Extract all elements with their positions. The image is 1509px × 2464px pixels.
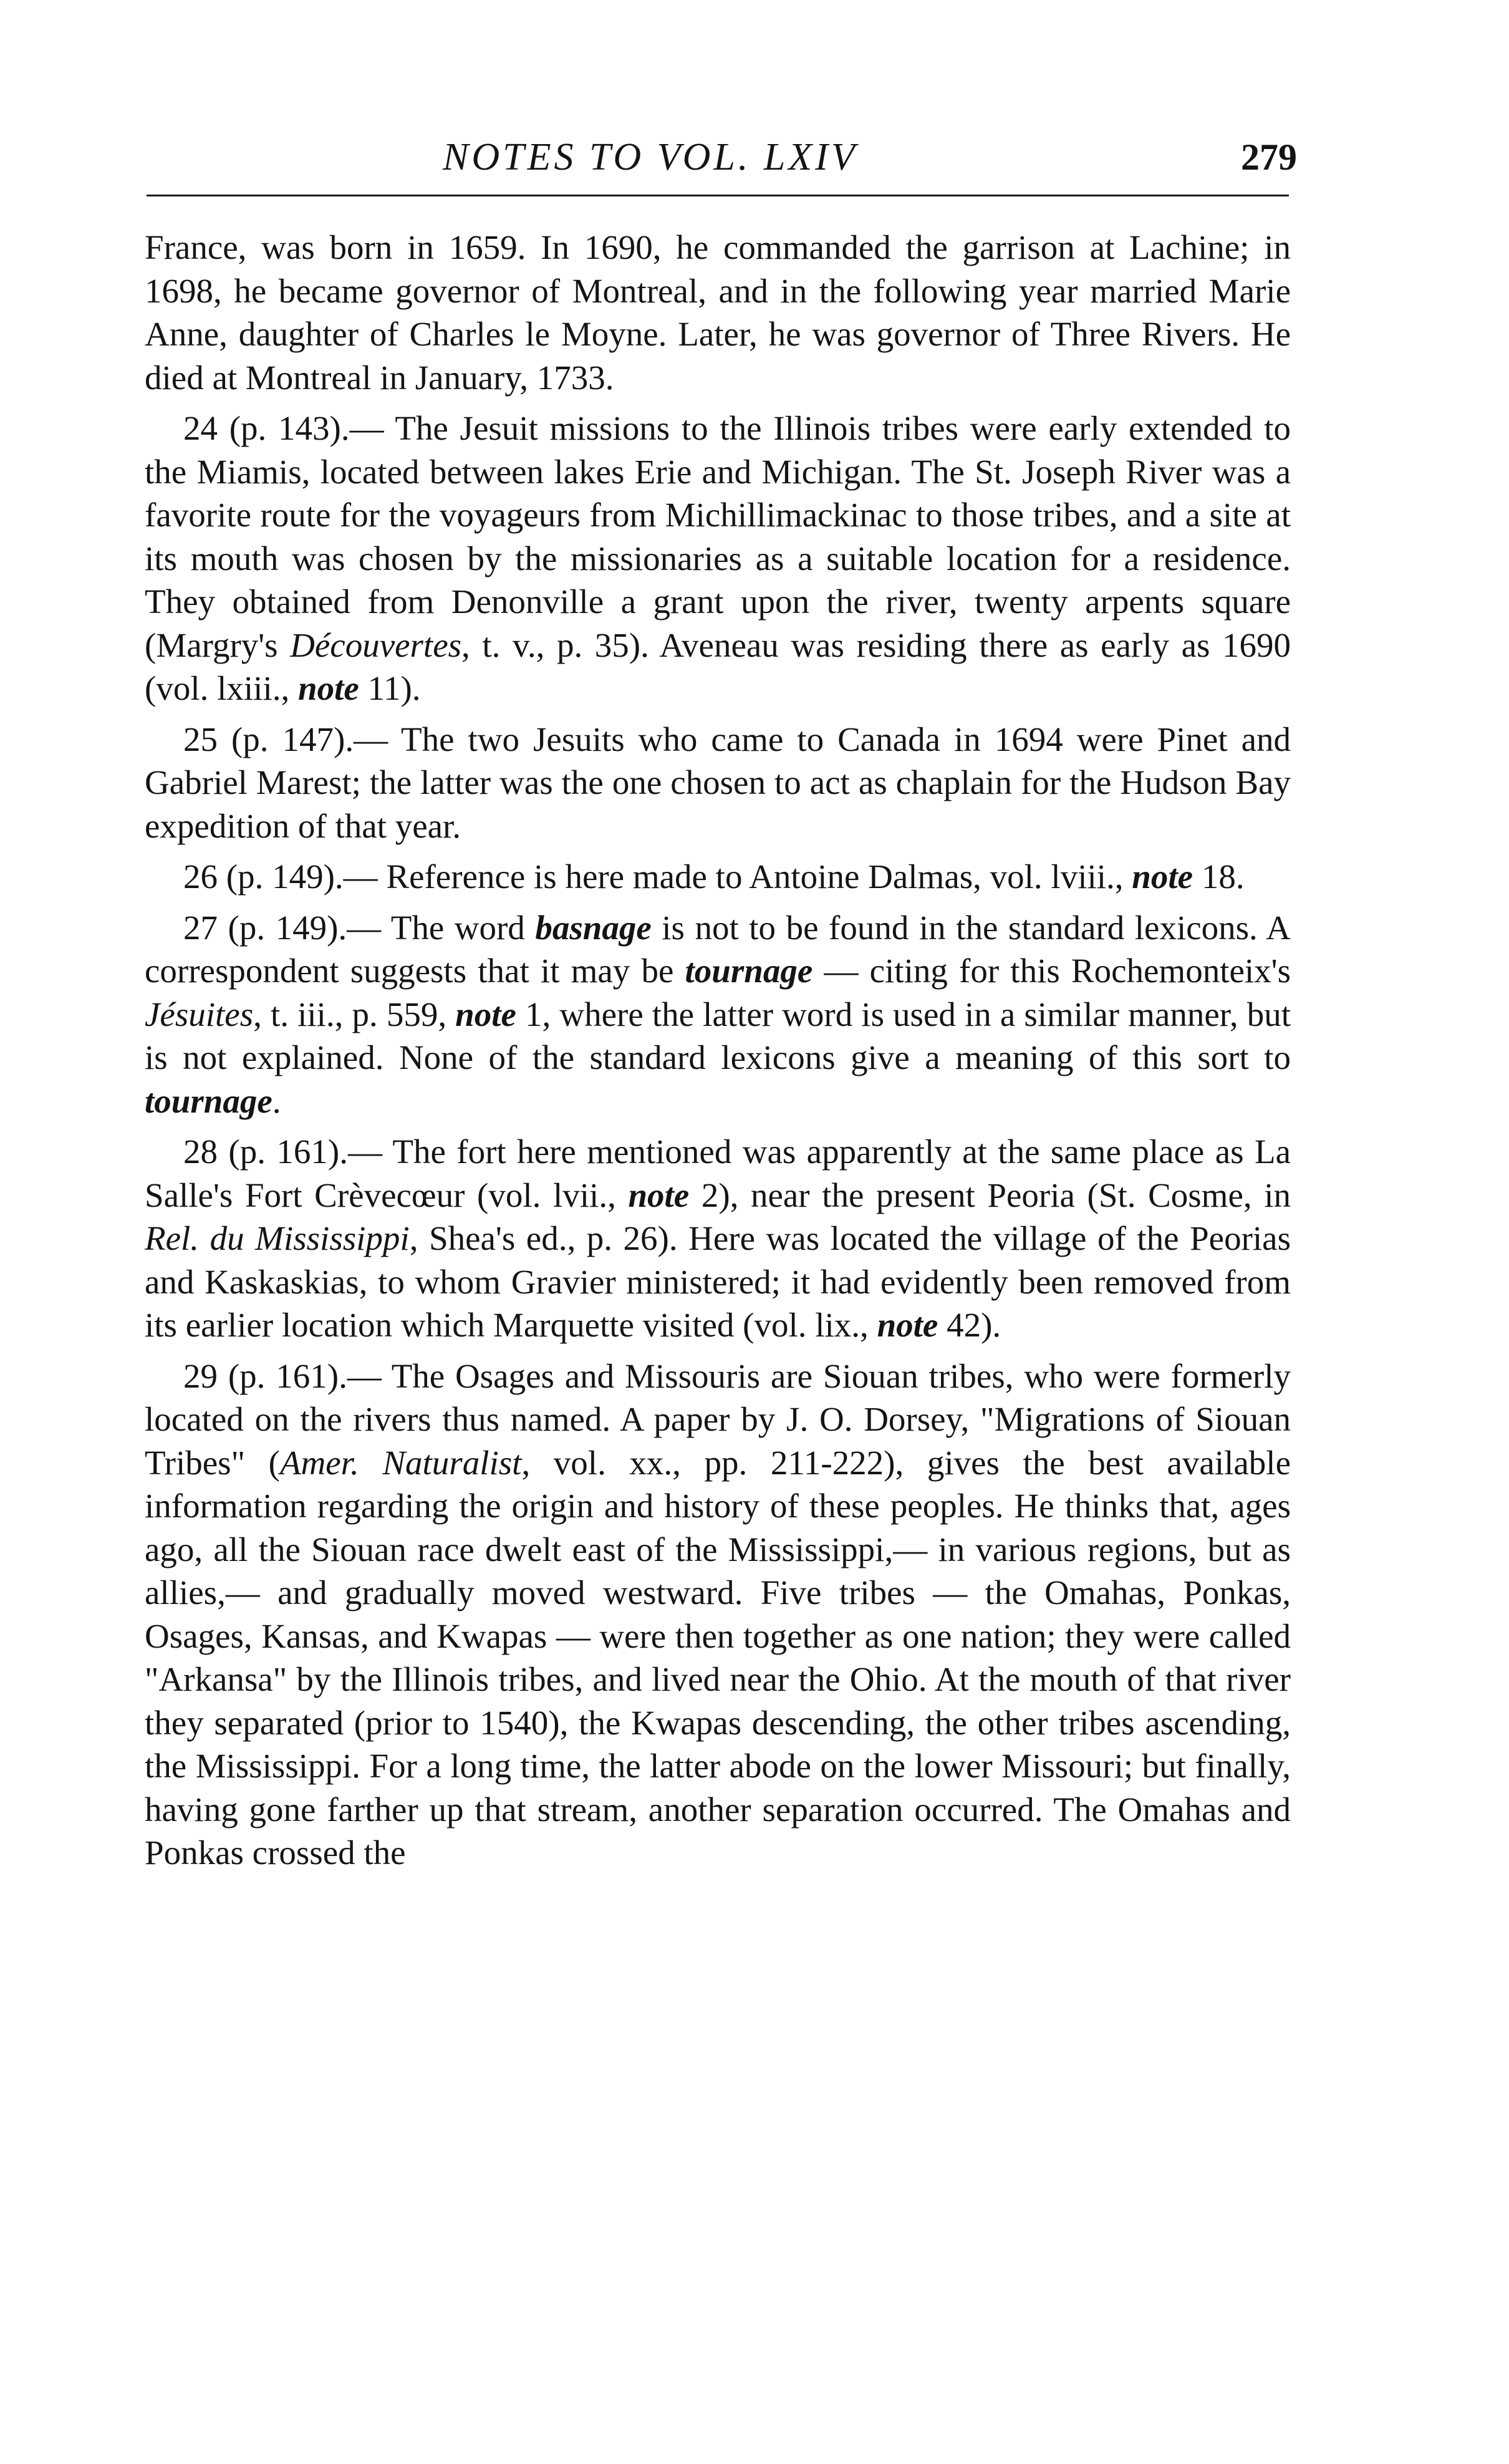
notes-text: [145, 226, 1291, 1882]
text-run: .: [272, 1081, 281, 1120]
text-run: — citing for this Rochemonteix's: [812, 952, 1291, 990]
text-run: 1, where the latter word is used in a similar manner, but is not explained. None of the standard lexicons give a meaning of this sort to: [145, 995, 1291, 1076]
note-paragraph: [145, 407, 1291, 710]
italic-text: tournage: [145, 1081, 272, 1120]
text-run: 18.: [1193, 858, 1245, 896]
italic-text: tournage: [685, 952, 813, 990]
text-run: , vol. xx., pp. 211-222), gives the best available information regarding the origin and history of these peoples. He thinks that, ages ago, all the Siouan race dwelt east of the Mississippi,— in various regions, but as allies,— and gradually moved westward. Five tribes — the Omahas, Ponkas, Osages, Kansas, and Kwapas — were then together as one nation; they were called "Arkansa" by the Illinois tribes, and lived near the Ohio. At the mouth of that river they separated (prior to 1540), the Kwapas descending, the other tribes ascending, the Mississippi. For a long time, the latter abode on the lower Missouri; but finally, having gone farther up that stream, another separation occurred. The Omahas and Ponkas crossed the: [145, 1443, 1291, 1872]
text-run: 24 (p. 143).— The Jesuit missions to the Illinois tribes were early extended to the Miamis, located between lakes Erie and Michigan. The St. Joseph River was a favorite route for the voyageurs from Michillimackinac to those tribes, and a site at its mouth was chosen by the missionaries as a suitable location for a residence. They obtained from Denonville a grant upon the river, twenty arpents square (Margry's: [145, 409, 1291, 664]
text-run: 11).: [359, 669, 421, 707]
note-paragraph: [145, 906, 1291, 1123]
text-run: is not to be found in the standard lexicons. A correspondent suggests that it may be: [145, 908, 1291, 990]
text-run: France, was born in 1659. In 1690, he commanded the garrison at Lachine; in 1698, he became governor of Montreal, and in the following year married Marie Anne, daughter of Charles le Moyne. Later, he was governor of Three Rivers. He died at Montreal in January, 1733.: [145, 228, 1291, 397]
italic-text: Amer. Naturalist: [279, 1443, 522, 1482]
note-paragraph: [145, 855, 1291, 899]
continued-paragraph: [145, 226, 1291, 399]
note-paragraph: [145, 718, 1291, 848]
italic-text: note: [297, 669, 359, 707]
text-run: 25 (p. 147).— The two Jesuits who came to Canada in 1694 were Pinet and Gabriel Marest; the latter was the one chosen to act as chaplain for the Hudson Bay expedition of that year.: [145, 720, 1291, 845]
italic-text: Jésuites: [145, 995, 254, 1033]
text-run: 2), near the present Peoria (St. Cosme, in: [689, 1176, 1291, 1214]
running-title: NOTES TO VOL. LXIV: [443, 136, 858, 178]
italic-text: note: [877, 1306, 938, 1344]
text-run: , t. iii., p. 559,: [253, 995, 456, 1033]
italic-text: note: [1132, 858, 1193, 896]
text-run: 28 (p. 161).— The fort here mentioned was apparently at the same place as La Salle's Fort Crèvecœur (vol. lvii.,: [145, 1133, 1291, 1214]
text-run: 42).: [938, 1306, 1001, 1344]
italic-text: Rel. du Mississippi: [145, 1219, 410, 1257]
italic-text: Découvertes: [290, 626, 462, 664]
note-paragraph: [145, 1130, 1291, 1347]
note-paragraph: [145, 1355, 1291, 1875]
running-head: [0, 132, 1509, 182]
header-rule: [147, 195, 1289, 196]
text-run: , t. v., p. 35). Aveneau was residing there as early as 1690 (vol. lxiii.,: [145, 626, 1291, 707]
text-run: 26 (p. 149).— Reference is here made to Antoine Dalmas, vol. lviii.,: [183, 858, 1132, 896]
text-run: , Shea's ed., p. 26). Here was located the village of the Peorias and Kaskaskias, to whom Gravier ministered; it had evidently been removed from its earlier location which Marquette visited (vol. lix.,: [145, 1219, 1291, 1344]
italic-text: note: [628, 1176, 690, 1214]
text-run: 29 (p. 161).— The Osages and Missouris are Siouan tribes, who were formerly located on the rivers thus named. A paper by J. O. Dorsey, "Migrations of Siouan Tribes" (: [145, 1356, 1291, 1482]
text-run: 27 (p. 149).— The word: [183, 908, 536, 947]
italic-text: note: [455, 995, 516, 1033]
page-number: 279: [1241, 137, 1297, 178]
italic-text: basnage: [535, 908, 652, 947]
